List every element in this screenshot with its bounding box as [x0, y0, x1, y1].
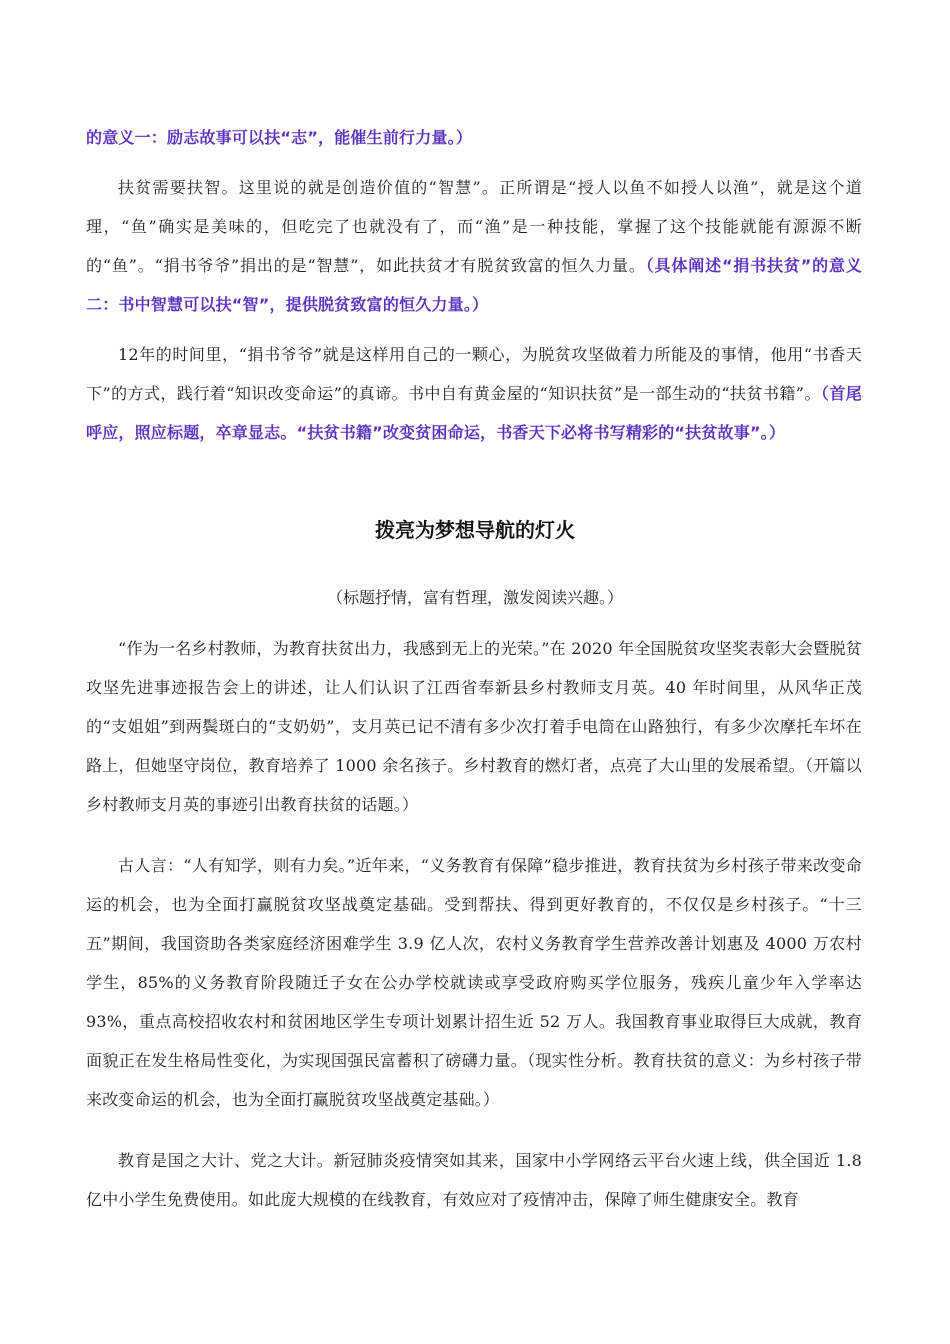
- paragraph-text: 12年的时间里，“捐书爷爷”就是这样用自己的一颗心，为脱贫攻坚做着力所能及的事情，他用“书香天下”的方式，践行着“知识改变命运”的真谛。书中自有黄金屋的“知识扶贫”是一部生动的“扶贫书籍”。: [86, 345, 862, 403]
- paragraph-5: [86, 846, 862, 1119]
- annotation-note: 的意义一：励志故事可以扶“志”，能催生前行力量。）: [86, 128, 473, 147]
- essay-title: 拨亮为梦想导航的灯火: [375, 518, 575, 542]
- annotation-note: （首尾呼应，照应标题，卒章显志。“扶贫书籍”改变贫困命运，书香天下必将书写精彩的“扶贫故事”。）: [86, 384, 862, 442]
- annotation-note: （具体阐述“捐书扶贫”的意义二：书中智慧可以扶“智”，提供脱贫致富的恒久力量。）: [86, 256, 862, 314]
- essay-subtitle: （标题抒情，富有哲理，激发阅读兴趣。）: [326, 588, 623, 607]
- paragraph-6: [86, 1141, 862, 1219]
- paragraph-text: 古人言：“人有知学，则有力矣。”近年来，“义务教育有保障”稳步推进，教育扶贫为乡村孩子带来改变命运的机会，也为全面打赢脱贫攻坚战奠定基础。受到帮扶、得到更好教育的，不仅仅是乡村孩子。“十三五”期间，我国资助各类家庭经济困难学生 3.9 亿人次，农村义务教育学生营养改善计划惠及 4000 万农村学生，85%的义务教育阶段随迁子女在公办学校就读或享受政府购买学位服务，残疾儿童少年入学率达 93%，重点高校招收农村和贫困地区学生专项计划累计招生近 52 万人。我国教育事业取得巨大成就，教育面貌正在发生格局性变化，为实现国强民富蓄积了磅礴力量。（现实性分析。教育扶贫的意义：为乡村孩子带来改变命运的机会，也为全面打赢脱贫攻坚战奠定基础。）: [86, 856, 862, 1109]
- paragraph-3: [86, 335, 862, 452]
- paragraph-text: “作为一名乡村教师，为教育扶贫出力，我感到无上的光荣。”在 2020 年全国脱贫攻坚奖表彰大会暨脱贫攻坚先进事迹报告会上的讲述，让人们认识了江西省奉新县乡村教师支月英。40 年时间里，从风华正茂的“支姐姐”到两鬓斑白的“支奶奶”，支月英已记不清有多少次打着手电筒在山路独行，有多少次摩托车坏在路上，但她坚守岗位，教育培养了 1000 余名孩子。乡村教育的燃灯者，点亮了大山里的发展希望。（开篇以乡村教师支月英的事迹引出教育扶贫的话题。）: [86, 639, 862, 814]
- paragraph-4: [86, 629, 862, 824]
- paragraph-text: 教育是国之大计、党之大计。新冠肺炎疫情突如其来，国家中小学网络云平台火速上线，供全国近 1.8 亿中小学生免费使用。如此庞大规模的在线教育，有效应对了疫情冲击，保障了师生健康安全。教育: [86, 1151, 862, 1209]
- paragraph-1: [86, 118, 862, 157]
- paragraph-2: [86, 168, 862, 324]
- paragraph-text: 扶贫需要扶智。这里说的就是创造价值的“智慧”。正所谓是“授人以鱼不如授人以渔”，就是这个道理，“鱼”确实是美味的，但吃完了也就没有了，而“渔”是一种技能，掌握了这个技能就能有源源不断的“鱼”。“捐书爷爷”捐出的是“智慧”，如此扶贫才有脱贫致富的恒久力量。: [86, 178, 862, 275]
